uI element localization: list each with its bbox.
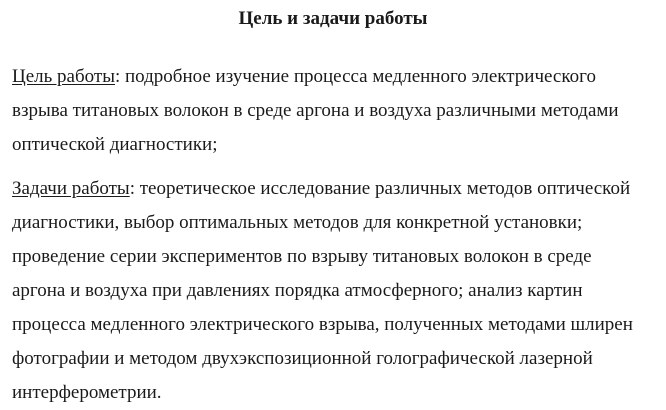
goal-label: Цель работы [12, 66, 115, 87]
goal-line-1 [12, 60, 662, 94]
goal-line-2: взрыва титановых волокон в среде аргона и воздуха различными методами [12, 100, 619, 121]
tasks-label: Задачи работы [12, 178, 130, 199]
tasks-line-1 [12, 172, 662, 206]
document-title: Цель и задачи работы [238, 8, 428, 29]
tasks-line-3: проведение серии экспериментов по взрыву титановых волокон в среде [12, 246, 592, 267]
tasks-line-7: интерферометрии. [12, 382, 162, 403]
goal-paragraph [12, 60, 662, 162]
tasks-line-4: аргона и воздуха при давлениях порядка атмосферного; анализ картин [12, 280, 583, 301]
tasks-text-1: : теоретическое исследование различных методов оптической [129, 178, 631, 199]
tasks-line-2: диагностики, выбор оптимальных методов для конкретной установки; [12, 212, 583, 233]
goal-line-3: оптической диагностики; [12, 134, 218, 155]
tasks-paragraph [12, 172, 662, 410]
tasks-line-6: фотографии и методом двухэкспозиционной голографической лазерной [12, 348, 593, 369]
tasks-line-5: процесса медленного электрического взрыва, полученных методами шлирен [12, 314, 633, 335]
goal-text-1: : подробное изучение процесса медленного электрического [114, 66, 596, 87]
